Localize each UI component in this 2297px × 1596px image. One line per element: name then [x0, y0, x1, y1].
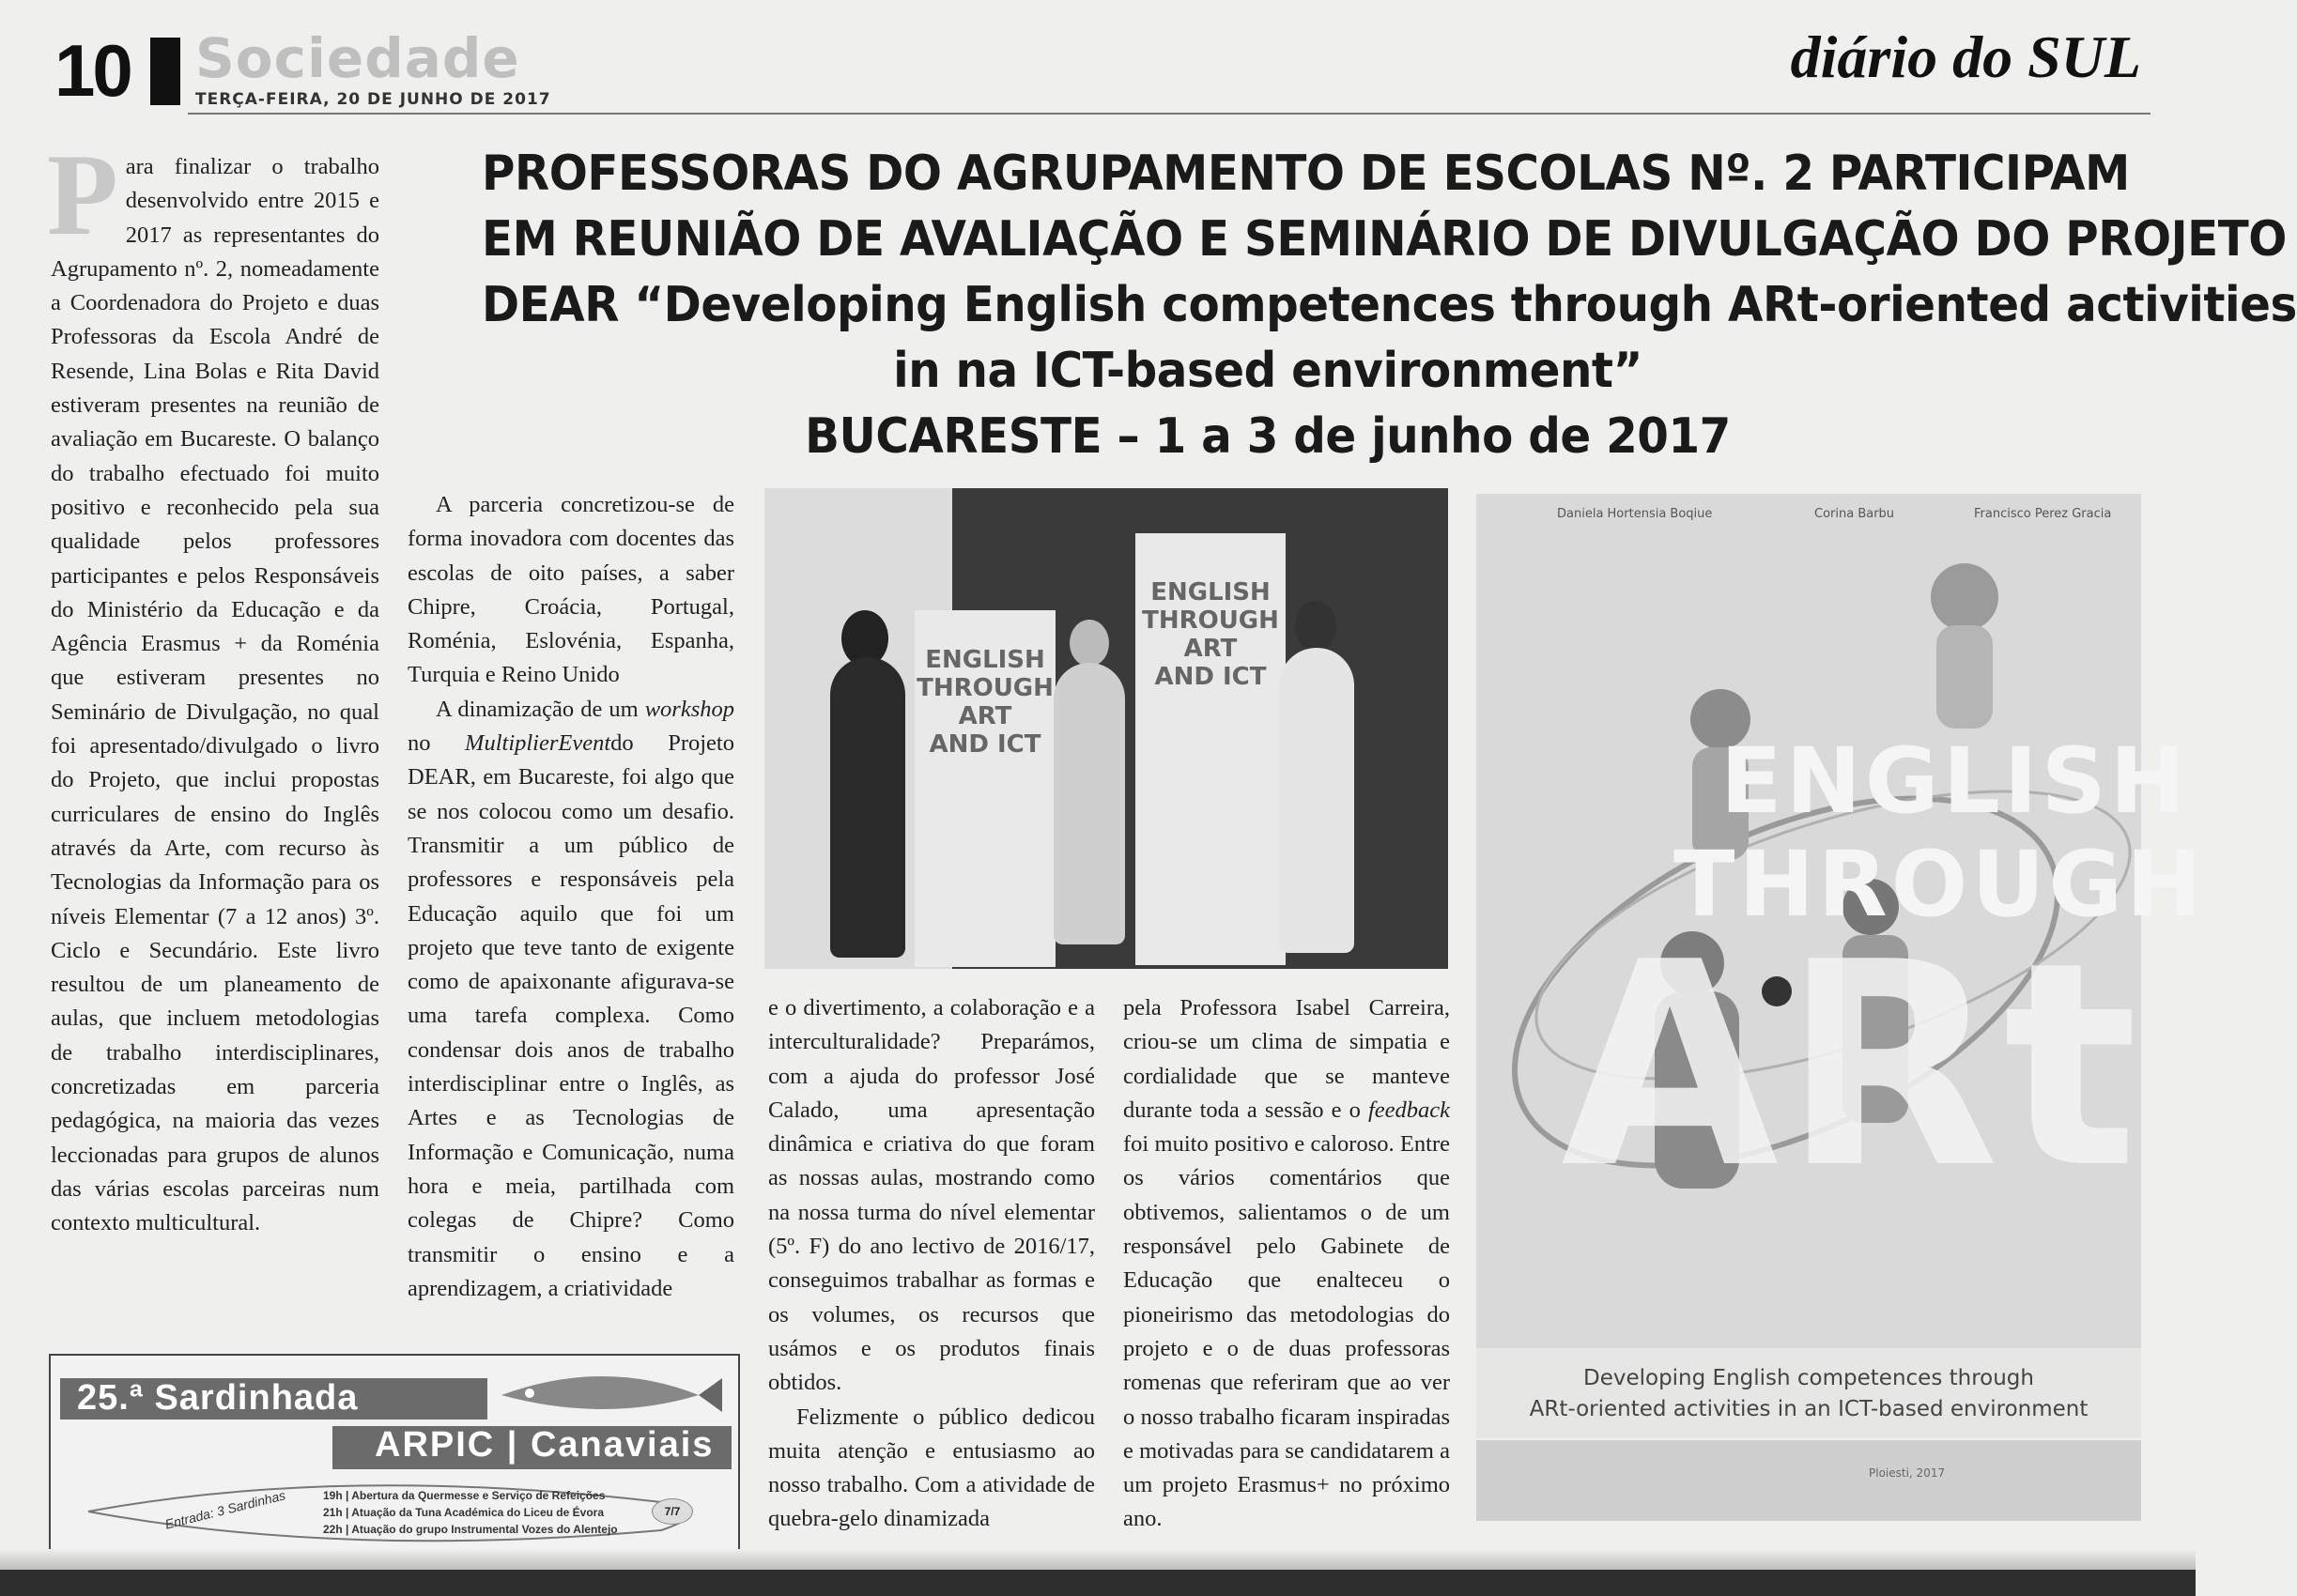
article-headline: [482, 141, 2297, 469]
headline-line-5: BUCARESTE – 1 a 3 de junho de 2017: [805, 408, 1731, 465]
multiplier-event-term: MultiplierEvent: [465, 730, 611, 757]
banner-left-text: ENGLISH THROUGH ART AND ICT: [917, 646, 1054, 759]
article-column-3: [768, 991, 1095, 1537]
header-rule: [188, 113, 2151, 115]
headline-line-2: EM REUNIÃO DE AVALIAÇÃO E SEMINÁRIO DE DIVULGAÇÃO DO PROJETO: [482, 211, 2287, 268]
person-1: [830, 657, 905, 958]
headline-line-3: DEAR “Developing English competences through ARt-oriented activities: [482, 277, 2297, 333]
book-cover-image: [1476, 494, 2206, 1348]
headline-line-4: in na ICT-based environment”: [893, 343, 1642, 399]
ad-subtitle: ARPIC | Canaviais: [375, 1425, 715, 1465]
ad-title: 25.ª Sardinhada: [77, 1378, 359, 1418]
article-column-1: [47, 130, 379, 1241]
cover-title-english: ENGLISH: [1720, 729, 2190, 834]
ad-schedule-1: 19h | Abertura da Quermesse e Serviço de Refeições: [323, 1489, 606, 1502]
column-3-paragraph-1: e o divertimento, a colaboração e a interculturalidade? Preparámos, com a ajuda do professor José Calado, uma apresentação dinâmica e criativa do que foram as nossas aulas, mostrando como na nossa turma do nível elementar (5º. F) do ano lectivo de 2016/17, conseguimos trabalhar as formas e os volumes, os recursos que usámos e os produtos finais obtidos.: [768, 995, 1095, 1396]
newspaper-masthead: diário do SUL: [1790, 23, 2141, 90]
person-3: [1279, 648, 1354, 953]
ad-schedule-3: 22h | Atuação do grupo Instrumental Vozes do Alentejo: [323, 1523, 618, 1536]
column-1-text: ara finalizar o trabalho desenvolvido entre 2015 e 2017 as representantes do Agrupamento nº. 2, nomeadamente a Coordenadora do Projeto e duas Professoras da Escola André de Resende, Lina Bolas e Rita David estiveram presentes na reunião de avaliação em Bucareste. O balanço do trabalho efectuado foi muito positivo e reconhecido pela sua qualidade pelos professores participantes e pelos Responsáveis do Ministério da Educação e da Agência Erasmus + da Roménia que estiveram presentes no Seminário de Divulgação, no qual foi apresentado/divulgado o livro do Projeto, que inclui propostas curriculares de ensino do Inglês através da Arte, com recurso às Tecnologias da Informação para os níveis Elementar (7 a 12 anos) 3º. Ciclo e Secundário. Este livro resultou de um planeamento de aulas, que incluem metodologias de trabalho interdisciplinares, concretizadas em parceria pedagógica, na maioria das vezes leccionadas para grupos de alunos das várias escolas parceiras num contexto multicultural.: [51, 154, 379, 1236]
headline-line-1: PROFESSORAS DO AGRUPAMENTO DE ESCOLAS Nº. 2 PARTICIPAM: [482, 146, 2130, 202]
feedback-term: feedback: [1367, 1097, 1450, 1123]
page-number: 10: [54, 29, 131, 112]
section-title: Sociedade: [195, 26, 520, 90]
cover-author-3: Francisco Perez Gracia: [1974, 507, 2112, 521]
person-2-head: [1070, 620, 1109, 667]
page-bottom-edge: [0, 1570, 2196, 1596]
cover-author-2: Corina Barbu: [1814, 507, 1895, 521]
event-photo: [764, 488, 1448, 969]
workshop-term: workshop: [644, 696, 734, 722]
person-2: [1054, 663, 1125, 944]
cover-bottom-strip: [1476, 1440, 2141, 1521]
column-3-paragraph-2: Felizmente o público dedicou muita atenção e entusiasmo ao nosso trabalho. Com a atividade de quebra-gelo dinamizada: [768, 1404, 1095, 1532]
ad-date-badge: 7/7: [652, 1498, 693, 1525]
column-4-text: pela Professora Isabel Carreira, criou-se um clima de simpatia e cordialidade que se manteve durante toda a sessão e o feedback foi muito positivo e caloroso. Entre os vários comentários que obtivemos, salientamos o de um responsável pelo Gabinete de Educação que enalteceu o pioneirismo das metodologias do projeto e o de duas professoras romenas que referiram que ao ver o nosso trabalho ficaram inspiradas e motivadas para se candidatarem a um projeto Erasmus+ no próximo ano.: [1123, 995, 1450, 1532]
issue-date: TERÇA-FEIRA, 20 DE JUNHO DE 2017: [195, 90, 551, 109]
person-3-head: [1295, 601, 1336, 652]
article-column-4: [1123, 991, 1450, 1537]
sardine-icon: [492, 1367, 727, 1423]
column-2-paragraph-1: A parceria concretizou-se de forma inovadora com docentes das escolas de oito países, a saber Chipre, Croácia, Portugal, Roménia, Eslovénia, Espanha, Turquia e Reino Unido: [408, 492, 734, 688]
column-2-paragraph-2: A dinamização de um workshop no MultiplierEventdo Projeto DEAR, em Bucareste, foi algo que se nos colocou como um desafio. Transmitir a um público de professores e responsáveis pela Educação aquilo que foi um projeto que teve tanto de exigente como de apaixonante afigurava-se uma tarefa complexa. Como condensar dois anos de trabalho interdisciplinar entre o Inglês, as Artes e as Tecnologias de Informação e Comunicação, numa hora e meia, partilhada com colegas de Chipre? Como transmitir o ensino e a aprendizagem, a criatividade: [408, 696, 734, 1301]
article-column-2: [408, 488, 734, 1306]
cover-author-1: Daniela Hortensia Boqiue: [1557, 507, 1713, 521]
cover-title-art: ARt: [1561, 902, 2142, 1230]
cover-title-through: THROUGH: [1673, 832, 2206, 937]
page-number-block: [150, 38, 180, 105]
ad-entry-price: Entrada: 3 Sardinhas: [163, 1487, 287, 1532]
cover-caption: Developing English competences through ARt-oriented activities in an ICT-based environment: [1529, 1366, 2089, 1421]
ad-schedule-2: 21h | Atuação da Tuna Académica do Liceu de Évora: [323, 1506, 604, 1519]
page-fold-shadow: [0, 1549, 2196, 1570]
cover-place-year: Ploiesti, 2017: [1869, 1466, 1946, 1480]
sardinhada-advertisement: [49, 1354, 740, 1555]
banner-right-text: ENGLISH THROUGH ART AND ICT: [1142, 578, 1279, 691]
drop-cap: P: [47, 130, 118, 259]
